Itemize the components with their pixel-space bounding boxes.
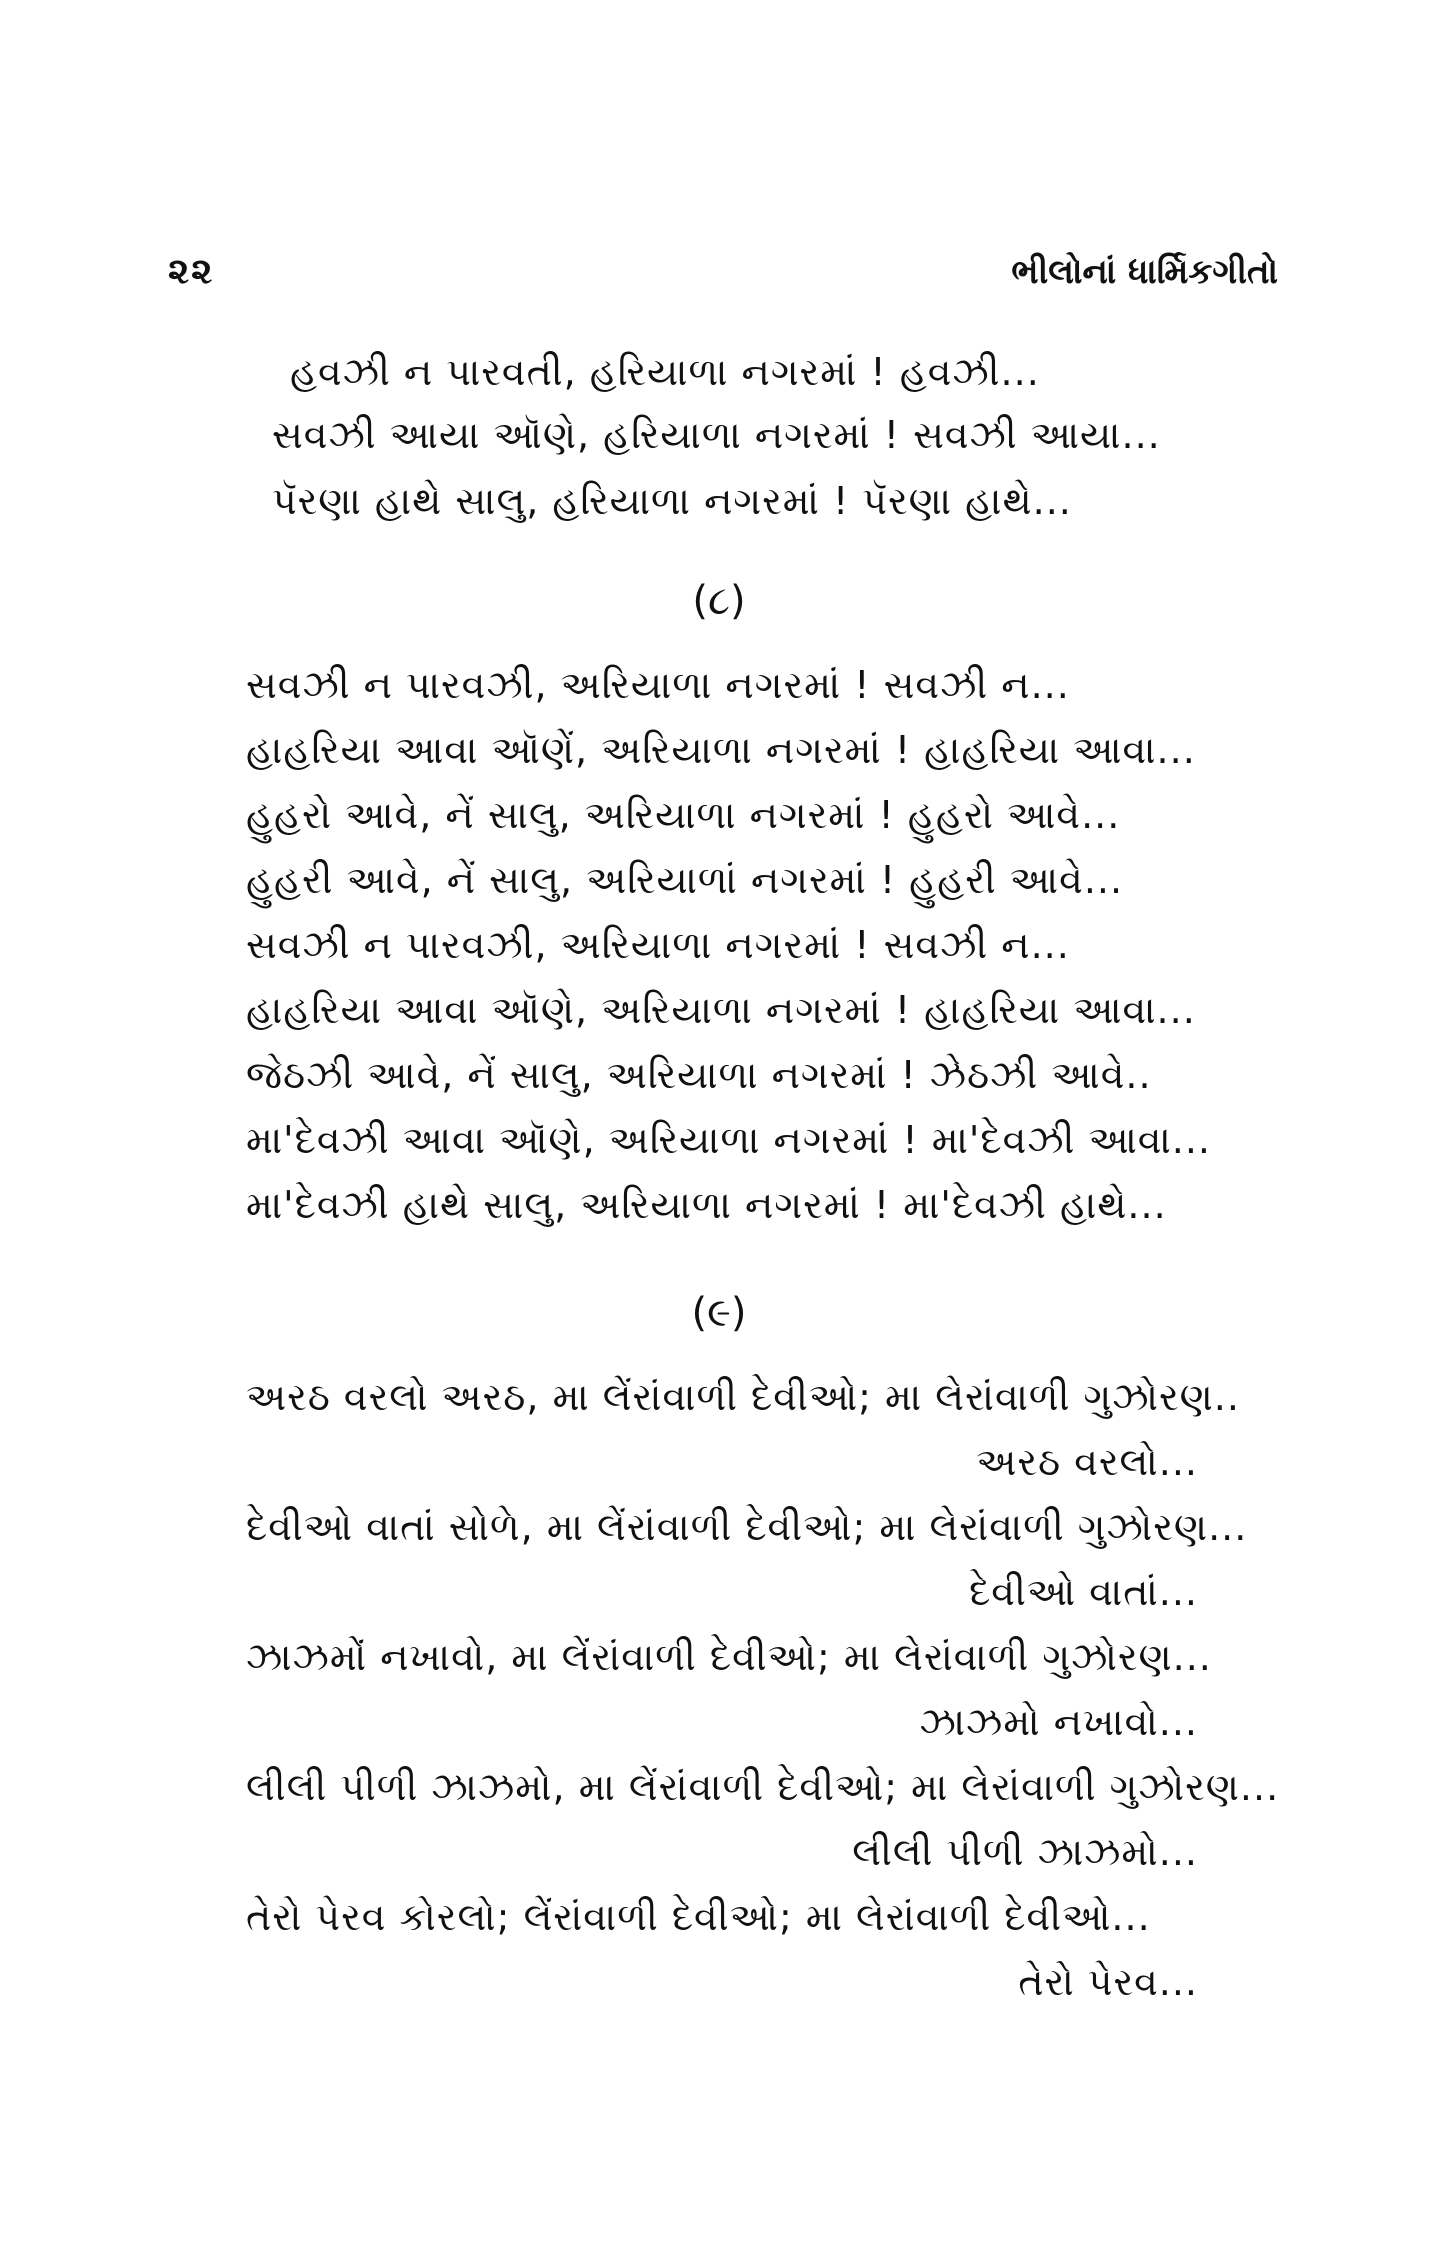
page-header [168, 242, 1278, 302]
running-title: ભીલોનાં ધાર્મિકગીતો [1011, 252, 1278, 292]
verse-refrain: ઝાઝમો નખાવો... [919, 1700, 1198, 1744]
verse-line: મા'દેવઝી આવા ઑણે, અરિયાળા નગરમાં ! મા'દેવઝી આવા... [246, 1118, 1211, 1162]
verse-line: તેરો પેરવ કોરલો; લેંરાંવાળી દેવીઓ; મા લેરાંવાળી દેવીઓ... [246, 1895, 1151, 1939]
verse-line: પૅરણા હાથે સાલુ, હરિયાળા નગરમાં ! પૅરણા હાથે... [272, 479, 1072, 523]
verse-refrain: તેરો પેરવ... [1018, 1960, 1198, 2004]
verse-line: સવઝી ન પારવઝી, અરિયાળા નગરમાં ! સવઝી ન... [246, 663, 1070, 707]
section-heading: (૯) [691, 1290, 747, 1336]
verse-line: હવઝી ન પારવતી, હરિયાળા નગરમાં ! હવઝી... [290, 350, 1040, 394]
verse-line: દેવીઓ વાતાં સોળે, મા લેંરાંવાળી દેવીઓ; મા લેરાંવાળી ગુઝોરણ... [246, 1505, 1248, 1549]
section-heading: (૮) [692, 578, 746, 624]
verse-line: મા'દેવઝી હાથે સાલુ, અરિયાળા નગરમાં ! મા'દેવઝી હાથે... [246, 1183, 1167, 1227]
verse-line: ઝાઝમોં નખાવો, મા લેંરાંવાળી દેવીઓ; મા લેરાંવાળી ગુઝોરણ... [246, 1635, 1212, 1679]
verse-line: હુહરી આવે, નેં સાલુ, અરિયાળાં નગરમાં ! હુહરી આવે... [246, 858, 1124, 902]
verse-line: લીલી પીળી ઝાઝમો, મા લેંરાંવાળી દેવીઓ; મા લેરાંવાળી ગુઝોરણ... [246, 1765, 1280, 1809]
verse-line: સવઝી ન પારવઝી, અરિયાળા નગરમાં ! સવઝી ન... [246, 923, 1070, 967]
verse-line: અરઠ વરલો અરઠ, મા લેંરાંવાળી દેવીઓ; મા લેરાંવાળી ગુઝોરણ.. [246, 1375, 1240, 1419]
page-number: ૨૨ [168, 251, 215, 292]
verse-refrain: લીલી પીળી ઝાઝમો... [852, 1830, 1198, 1874]
verse-line: સવઝી આયા ઑણે, હરિયાળા નગરમાં ! સવઝી આયા... [272, 413, 1161, 457]
verse-line: જેઠઝી આવે, નેં સાલુ, અરિયાળા નગરમાં ! ઝેઠઝી આવે.. [246, 1053, 1152, 1097]
verse-refrain: દેવીઓ વાતાં... [969, 1570, 1198, 1614]
verse-refrain: અરઠ વરલો... [976, 1440, 1198, 1484]
verse-line: હાહરિયા આવા ઑણેં, અરિયાળા નગરમાં ! હાહરિયા આવા... [246, 728, 1196, 772]
verse-line: હાહરિયા આવા ઑણે, અરિયાળા નગરમાં ! હાહરિયા આવા... [246, 988, 1196, 1032]
verse-line: હુહરો આવે, નેં સાલુ, અરિયાળા નગરમાં ! હુહરો આવે... [246, 793, 1121, 837]
